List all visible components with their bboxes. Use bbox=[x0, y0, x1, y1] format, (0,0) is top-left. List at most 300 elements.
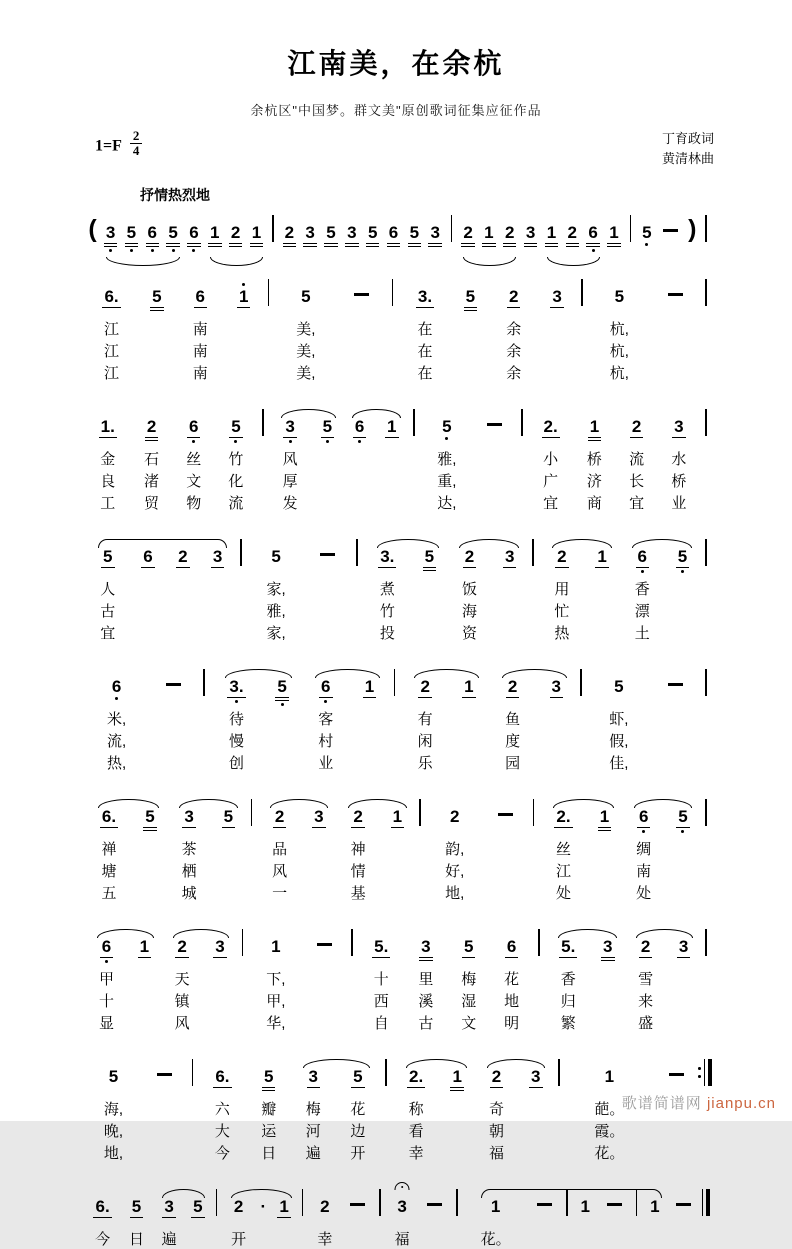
key-label: 1=F bbox=[95, 137, 122, 155]
note: 2. bbox=[556, 807, 571, 827]
note: 6 bbox=[85, 663, 148, 707]
barline bbox=[245, 793, 257, 837]
lyric-syllable: 显 bbox=[98, 1015, 114, 1033]
system-7 bbox=[85, 923, 712, 1033]
lyric-syllable: 江 bbox=[104, 343, 120, 361]
note: 6. bbox=[104, 287, 119, 307]
lyric-syllable: 盛 bbox=[638, 1015, 654, 1033]
lyric-syllable: 塘 bbox=[101, 863, 117, 881]
final-barline bbox=[700, 1183, 712, 1227]
note: 3 bbox=[591, 923, 624, 967]
system-9 bbox=[85, 1183, 712, 1249]
note: 5 bbox=[271, 547, 281, 567]
barline bbox=[533, 923, 545, 967]
lyric-syllable: 家, bbox=[266, 625, 286, 643]
barline bbox=[414, 793, 426, 837]
note: 5 bbox=[665, 533, 700, 577]
lyric-syllable: 来 bbox=[638, 993, 654, 1011]
barline bbox=[700, 403, 712, 447]
credits bbox=[662, 129, 714, 169]
lyric-syllable: 济 bbox=[586, 473, 602, 491]
lyric-syllable: 香 bbox=[634, 581, 650, 599]
note: 2 bbox=[458, 209, 479, 253]
lyricist-credit: 丁育政词 bbox=[661, 131, 714, 146]
lyric-syllable: 煮 bbox=[379, 581, 395, 599]
lyric-syllable: 宜 bbox=[100, 625, 116, 643]
note: 2 bbox=[177, 937, 187, 957]
lyric-syllable: 竹 bbox=[379, 603, 395, 621]
note: 6 bbox=[619, 533, 665, 577]
watermark bbox=[622, 1092, 776, 1113]
barline bbox=[624, 209, 636, 253]
lyric-syllable: 海, bbox=[103, 1101, 124, 1119]
note: 3 bbox=[184, 807, 194, 827]
note: 3 bbox=[678, 937, 689, 957]
lyric-syllable: 业 bbox=[671, 495, 687, 513]
lyric-syllable: 梅 bbox=[305, 1101, 321, 1119]
note: 3 bbox=[520, 209, 541, 253]
lyric-syllable: 看 bbox=[408, 1123, 424, 1141]
lyric-syllable: 边 bbox=[350, 1123, 366, 1141]
lyric-syllable: 漂 bbox=[634, 603, 650, 621]
lyric-syllable: 广 bbox=[543, 473, 559, 491]
barline bbox=[630, 1183, 642, 1227]
lyric-syllable: 葩。 bbox=[594, 1101, 625, 1119]
lyric-syllable: 幸 bbox=[317, 1231, 333, 1249]
lyric-syllable: 大 bbox=[214, 1123, 230, 1141]
parenthesis: ) bbox=[688, 215, 697, 244]
lyric-syllable: 梅 bbox=[461, 971, 477, 989]
barline bbox=[374, 1183, 386, 1227]
note: 1 bbox=[597, 547, 607, 567]
lyric-syllable: 今 bbox=[95, 1231, 111, 1249]
note: 2 bbox=[449, 807, 460, 827]
note: 2 bbox=[233, 1197, 244, 1217]
note: 1 bbox=[364, 677, 375, 697]
note: 3. bbox=[210, 663, 263, 707]
dash-note bbox=[667, 1183, 700, 1227]
lyric-syllable: 慢 bbox=[228, 733, 244, 751]
lyric-syllable: 花。 bbox=[594, 1145, 625, 1163]
barline bbox=[346, 923, 358, 967]
lyric-syllable: 资 bbox=[461, 625, 477, 643]
lyric-syllable: 风 bbox=[272, 863, 288, 881]
note: 5 bbox=[131, 1197, 142, 1217]
note: 3 bbox=[386, 1183, 419, 1227]
lyric-syllable: 文 bbox=[186, 473, 202, 491]
note: 2 bbox=[557, 547, 567, 567]
lyric-syllable: 处 bbox=[555, 885, 571, 903]
lyric-syllable: 桥 bbox=[586, 451, 602, 469]
lyric-syllable: 湿 bbox=[461, 993, 477, 1011]
note: 3 bbox=[100, 209, 121, 253]
lyric-syllable: 晚, bbox=[103, 1123, 124, 1141]
lyric-syllable: 明 bbox=[504, 1015, 520, 1033]
barline bbox=[235, 533, 247, 577]
note: 5 bbox=[301, 287, 311, 307]
lyric-syllable: 宜 bbox=[629, 495, 645, 513]
lyric-syllable: 有 bbox=[417, 711, 433, 729]
lyric-syllable: 运 bbox=[261, 1123, 277, 1141]
lyric-syllable: 发 bbox=[282, 495, 298, 513]
lyric-syllable: 文 bbox=[461, 1015, 477, 1033]
lyric-syllable: 奇 bbox=[488, 1101, 504, 1119]
lyric-syllable: 幸 bbox=[408, 1145, 424, 1163]
note: 2. bbox=[543, 417, 558, 437]
lyric-syllable: 下, bbox=[266, 971, 286, 989]
lyric-syllable: 今 bbox=[214, 1145, 230, 1163]
dash-note bbox=[418, 1183, 451, 1227]
lyric-syllable: 闲 bbox=[417, 733, 433, 751]
lyric-syllable: 甲 bbox=[98, 971, 114, 989]
barline bbox=[516, 403, 528, 447]
note: 1 bbox=[271, 937, 281, 957]
lyric-syllable: 一 bbox=[272, 885, 288, 903]
lyric-syllable: 香 bbox=[560, 971, 576, 989]
lyric-syllable: 物 bbox=[186, 495, 202, 513]
barline bbox=[700, 923, 712, 967]
lyric-syllable: 杭, bbox=[609, 343, 629, 361]
note: 1 bbox=[440, 1053, 474, 1097]
note: 5 bbox=[246, 1053, 291, 1097]
barline bbox=[210, 1183, 222, 1227]
note: 1 bbox=[387, 417, 397, 437]
lyric-syllable: 河 bbox=[305, 1123, 321, 1141]
barline bbox=[388, 663, 400, 707]
meter-denominator: 4 bbox=[132, 143, 140, 159]
lyric-syllable: 西 bbox=[373, 993, 389, 1011]
note: 5 bbox=[404, 209, 425, 253]
lyric-syllable: 米, bbox=[107, 711, 127, 729]
lyric-syllable: 热, bbox=[107, 755, 127, 773]
lyric-syllable: 热 bbox=[554, 625, 570, 643]
note: 1. bbox=[100, 417, 115, 437]
note: 5 bbox=[133, 793, 167, 837]
note: 1 bbox=[139, 937, 150, 957]
lyric-syllable: 客 bbox=[318, 711, 334, 729]
lyric-syllable: 朝 bbox=[488, 1123, 504, 1141]
barline bbox=[576, 273, 588, 317]
note: 6. bbox=[215, 1067, 230, 1087]
slur-arc bbox=[463, 257, 516, 266]
lyric-syllable: 十 bbox=[98, 993, 114, 1011]
lyric-syllable: 古 bbox=[100, 603, 116, 621]
note: 2 bbox=[225, 209, 246, 253]
note: 5 bbox=[412, 533, 447, 577]
lyric-syllable: 基 bbox=[350, 885, 366, 903]
note: 5 bbox=[108, 1067, 119, 1087]
lyric-syllable: 乐 bbox=[417, 755, 433, 773]
lyric-syllable: 竹 bbox=[228, 451, 244, 469]
note: 5 bbox=[263, 663, 301, 707]
lyric-syllable: 江 bbox=[104, 365, 120, 383]
note: 2 bbox=[130, 403, 172, 447]
note: 5 bbox=[138, 273, 176, 317]
lyric-syllable: 用 bbox=[554, 581, 570, 599]
note: 3 bbox=[341, 209, 362, 253]
note: 1 bbox=[392, 807, 403, 827]
note: 1 bbox=[225, 273, 263, 317]
dash-note bbox=[474, 403, 516, 447]
dash-note bbox=[528, 1183, 561, 1227]
dash-note bbox=[337, 273, 386, 317]
note: 3 bbox=[552, 287, 562, 307]
note: 6. bbox=[101, 807, 117, 827]
barline bbox=[257, 403, 269, 447]
note: 2. bbox=[409, 1067, 424, 1087]
barline bbox=[575, 663, 587, 707]
note: 1 bbox=[204, 209, 225, 253]
lyric-syllable: 品 bbox=[272, 841, 288, 859]
lyric-syllable: 甲, bbox=[266, 993, 286, 1011]
note: 1 bbox=[246, 209, 267, 253]
lyric-syllable: 商 bbox=[586, 495, 602, 513]
note: 5 bbox=[103, 547, 113, 567]
lyric-syllable: 地, bbox=[103, 1145, 124, 1163]
lyric-syllable: 杭, bbox=[609, 365, 629, 383]
meter-fraction bbox=[130, 129, 143, 159]
system-1 bbox=[85, 209, 712, 253]
lyric-syllable: 古 bbox=[418, 1015, 434, 1033]
barline bbox=[700, 209, 712, 253]
note: 1 bbox=[604, 209, 625, 253]
dash-note bbox=[142, 1053, 187, 1097]
dash-note bbox=[598, 1183, 631, 1227]
lyric-syllable: 在 bbox=[417, 321, 433, 339]
note: 5 bbox=[193, 1197, 203, 1217]
barline bbox=[297, 1183, 309, 1227]
lyric-syllable: 鱼 bbox=[505, 711, 521, 729]
lyric-syllable: 园 bbox=[505, 755, 521, 773]
system-4 bbox=[85, 533, 712, 643]
lyric-syllable: 韵, bbox=[445, 841, 465, 859]
barline bbox=[198, 663, 210, 707]
lyric-syllable: 家, bbox=[266, 581, 286, 599]
lyric-syllable: 五 bbox=[101, 885, 117, 903]
barline bbox=[186, 1053, 198, 1097]
lyric-syllable: 度 bbox=[505, 733, 521, 751]
note: 6 bbox=[343, 403, 375, 447]
note: 5 bbox=[452, 273, 490, 317]
lyric-syllable: 溪 bbox=[418, 993, 434, 1011]
note: 5 bbox=[223, 807, 234, 827]
lyric-syllable: 水 bbox=[671, 451, 687, 469]
lyric-syllable: 开 bbox=[350, 1145, 366, 1163]
barline bbox=[267, 209, 279, 253]
note: 1 bbox=[478, 209, 499, 253]
lyric-syllable: 厚 bbox=[282, 473, 298, 491]
lyric-syllable: 流 bbox=[629, 451, 645, 469]
barline bbox=[236, 923, 248, 967]
slur-arc bbox=[106, 257, 180, 266]
lyric-syllable: 地 bbox=[504, 993, 520, 1011]
lyric-syllable: 处 bbox=[636, 885, 652, 903]
barline bbox=[380, 1053, 392, 1097]
barline bbox=[386, 273, 398, 317]
lyric-syllable: 创 bbox=[228, 755, 244, 773]
barline bbox=[262, 273, 274, 317]
note: 2 bbox=[562, 209, 583, 253]
lyric-syllable: 江 bbox=[555, 863, 571, 881]
lyric-syllable: 流, bbox=[107, 733, 127, 751]
note: 6 bbox=[173, 403, 215, 447]
note: 3 bbox=[314, 807, 324, 827]
tempo-marking: 抒情热烈地 bbox=[140, 187, 210, 204]
note: 6 bbox=[506, 937, 517, 957]
note: 2 bbox=[353, 807, 363, 827]
lyric-syllable: 海 bbox=[461, 603, 477, 621]
parenthesis: ( bbox=[88, 215, 97, 244]
note: 1 bbox=[279, 1197, 289, 1217]
note: 5 bbox=[321, 209, 342, 253]
lyric-syllable: 归 bbox=[560, 993, 576, 1011]
note: 3 bbox=[425, 209, 446, 253]
lyric-syllable: 花 bbox=[504, 971, 520, 989]
lyric-syllable: 镇 bbox=[174, 993, 190, 1011]
system-3 bbox=[85, 403, 712, 513]
dash-note bbox=[657, 209, 684, 253]
note: 2 bbox=[491, 1067, 502, 1087]
lyric-syllable: 待 bbox=[228, 711, 244, 729]
augmentation-dot: · bbox=[260, 1197, 267, 1217]
lyric-syllable: 福 bbox=[394, 1231, 410, 1249]
lyric-syllable: 金 bbox=[100, 451, 116, 469]
lyric-syllable: 花 bbox=[350, 1101, 366, 1119]
composer-credit: 黄清林曲 bbox=[661, 151, 714, 167]
system-2 bbox=[85, 273, 712, 383]
lyric-syllable: 余 bbox=[506, 321, 522, 339]
dash-note bbox=[148, 663, 198, 707]
note: 5 bbox=[464, 937, 474, 957]
lyric-syllable: 余 bbox=[506, 365, 522, 383]
note: 3 bbox=[551, 677, 561, 697]
lyric-syllable: 南 bbox=[192, 365, 208, 383]
note: 5 bbox=[362, 209, 383, 253]
lyric-syllable: 忙 bbox=[554, 603, 570, 621]
note: 2 bbox=[464, 547, 475, 567]
system-6 bbox=[85, 793, 712, 903]
lyric-syllable: 遍 bbox=[305, 1145, 321, 1163]
note: 2 bbox=[274, 807, 285, 827]
note: 3 bbox=[504, 547, 515, 567]
note: 3 bbox=[215, 937, 225, 957]
note: 2 bbox=[279, 209, 300, 253]
note: 6 bbox=[184, 209, 205, 253]
note: 6 bbox=[583, 209, 604, 253]
note: 2 bbox=[499, 209, 520, 253]
note: 5 bbox=[311, 403, 343, 447]
lyric-syllable: 十 bbox=[373, 971, 389, 989]
note: 3 bbox=[300, 209, 321, 253]
note: 6. bbox=[95, 1197, 110, 1217]
lyric-syllable: 南 bbox=[636, 863, 652, 881]
note: 3 bbox=[269, 403, 311, 447]
lyric-syllable: 在 bbox=[417, 343, 433, 361]
system-5 bbox=[85, 663, 712, 773]
lyric-syllable: 茶 bbox=[181, 841, 197, 859]
note: 5 bbox=[215, 403, 257, 447]
lyric-syllable: 余 bbox=[506, 343, 522, 361]
note: 1 bbox=[573, 403, 615, 447]
key-signature bbox=[95, 129, 142, 159]
note: 6 bbox=[195, 287, 205, 307]
lyric-syllable: 丝 bbox=[186, 451, 202, 469]
lyric-syllable: 遍 bbox=[161, 1231, 177, 1249]
note: 3 bbox=[164, 1197, 174, 1217]
note: 1 bbox=[490, 1197, 501, 1217]
lyric-syllable: 雅, bbox=[266, 603, 286, 621]
competition-note: 余杭区"中国梦。群文美"原创歌词征集应征作品 bbox=[250, 103, 542, 118]
barline bbox=[561, 1183, 573, 1227]
note: 1 bbox=[587, 793, 621, 837]
note: 5 bbox=[614, 677, 624, 697]
note: 5. bbox=[374, 937, 389, 957]
note: 1 bbox=[580, 1197, 591, 1217]
note: 6 bbox=[142, 209, 163, 253]
note: 6 bbox=[621, 793, 665, 837]
lyric-syllable: 六 bbox=[214, 1101, 230, 1119]
repeat-end-barline bbox=[698, 1053, 712, 1097]
barline bbox=[700, 793, 712, 837]
barline bbox=[700, 663, 712, 707]
dash-note bbox=[303, 923, 346, 967]
lyric-syllable: 花。 bbox=[480, 1231, 511, 1249]
lyric-syllable: 繁 bbox=[560, 1015, 576, 1033]
note: 6 bbox=[85, 923, 128, 967]
note: 3 bbox=[308, 1067, 319, 1087]
lyric-syllable: 在 bbox=[417, 365, 433, 383]
dash-note bbox=[650, 663, 700, 707]
dash-note bbox=[483, 793, 527, 837]
score bbox=[85, 209, 712, 1249]
lyric-syllable: 达, bbox=[437, 495, 457, 513]
lyric-syllable: 华, bbox=[266, 1015, 286, 1033]
lyric-syllable: 化 bbox=[228, 473, 244, 491]
lyric-syllable: 雪 bbox=[638, 971, 654, 989]
song-title: 江南美，在余杭 bbox=[287, 48, 505, 79]
lyric-syllable: 霞。 bbox=[594, 1123, 625, 1141]
lyric-syllable: 投 bbox=[379, 625, 395, 643]
lyric-syllable: 丝 bbox=[555, 841, 571, 859]
note: 3 bbox=[674, 417, 684, 437]
lyric-syllable: 人 bbox=[100, 581, 116, 599]
note: 2 bbox=[420, 677, 430, 697]
note: 5 bbox=[121, 209, 142, 253]
barline bbox=[527, 533, 539, 577]
note: 1 bbox=[541, 209, 562, 253]
note: 5 bbox=[163, 209, 184, 253]
note: 5 bbox=[636, 209, 657, 253]
note: 5 bbox=[420, 403, 474, 447]
lyric-syllable: 虾, bbox=[609, 711, 629, 729]
lyric-syllable: 石 bbox=[144, 451, 160, 469]
note: 6 bbox=[301, 663, 351, 707]
note: 5. bbox=[561, 937, 576, 957]
lyric-syllable: 雅, bbox=[437, 451, 457, 469]
system-8 bbox=[85, 1053, 712, 1163]
lyric-syllable: 工 bbox=[100, 495, 116, 513]
lyric-syllable: 里 bbox=[418, 971, 434, 989]
note: 3. bbox=[380, 547, 395, 567]
lyric-syllable: 良 bbox=[100, 473, 116, 491]
lyric-syllable: 情 bbox=[350, 863, 366, 881]
lyric-syllable: 土 bbox=[634, 625, 650, 643]
note: 6 bbox=[143, 547, 153, 567]
lyric-syllable: 开 bbox=[231, 1231, 247, 1249]
barline bbox=[700, 533, 712, 577]
lyric-syllable: 风 bbox=[174, 1015, 190, 1033]
barline bbox=[553, 1053, 565, 1097]
